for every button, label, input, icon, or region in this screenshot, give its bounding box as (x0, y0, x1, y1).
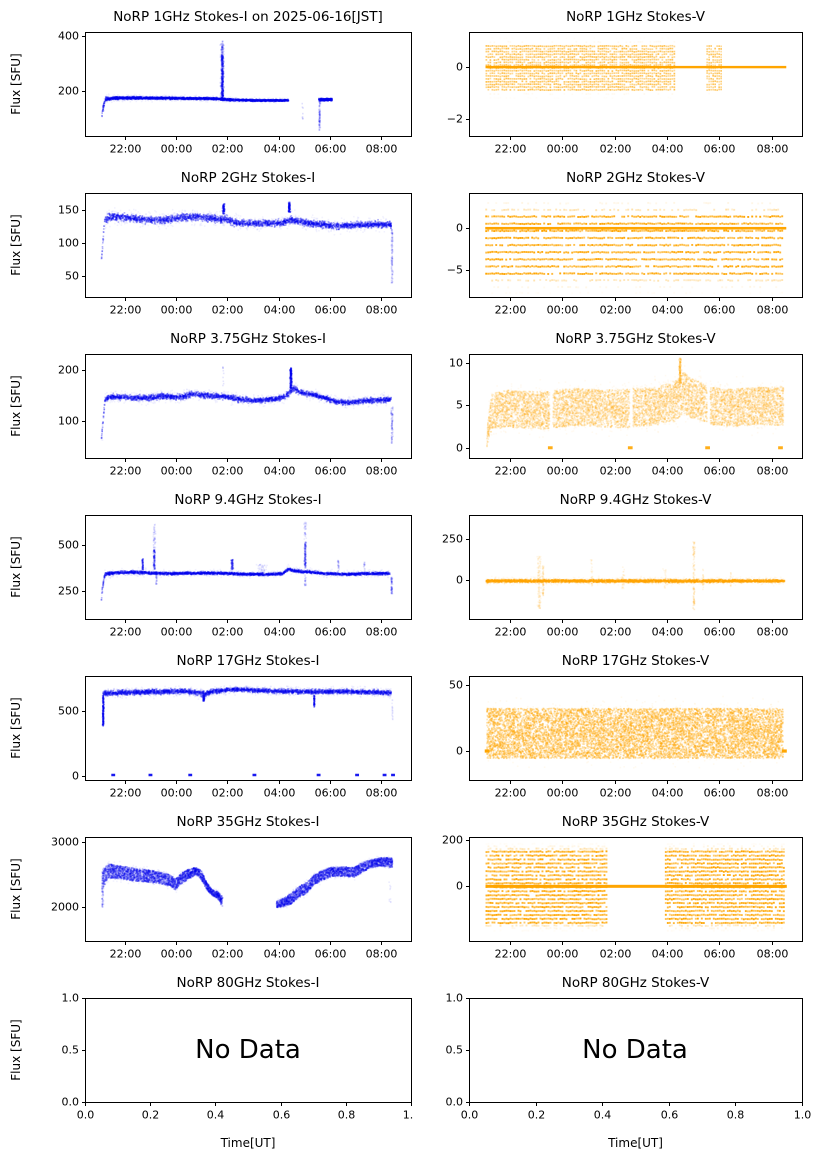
y-axis-label: Flux [SFU] (9, 214, 23, 276)
plot-title: NoRP 35GHz Stokes-I (176, 814, 320, 830)
plot-title: NoRP 35GHz Stokes-V (561, 814, 710, 830)
plot-title: NoRP 9.4GHz Stokes-I (174, 492, 322, 508)
plot-title: NoRP 1GHz Stokes-I on 2025-06-16[JST] (113, 9, 383, 25)
y-axis-label: Flux [SFU] (9, 375, 23, 437)
subplot-35ghz-stokes-i (0, 805, 413, 966)
plot-title: NoRP 80GHz Stokes-I (176, 975, 320, 991)
plot-title: NoRP 80GHz Stokes-V (561, 975, 710, 991)
plot-title: NoRP 3.75GHz Stokes-I (170, 331, 326, 347)
y-axis-label: Flux [SFU] (9, 536, 23, 598)
y-axis-label: Flux [SFU] (9, 858, 23, 920)
subplot-2ghz-stokes-v (413, 161, 827, 322)
x-axis-label: Time[UT] (220, 1136, 276, 1150)
subplot-35ghz-stokes-v (413, 805, 827, 966)
plot-title: NoRP 2GHz Stokes-V (566, 170, 705, 186)
subplot-17ghz-stokes-i (0, 644, 413, 805)
plot-title: NoRP 9.4GHz Stokes-V (559, 492, 712, 508)
subplot-3.75ghz-stokes-v (413, 322, 827, 483)
subplot-9.4ghz-stokes-i (0, 483, 413, 644)
plot-title: NoRP 17GHz Stokes-V (561, 653, 710, 669)
subplot-2ghz-stokes-i (0, 161, 413, 322)
subplot-80ghz-stokes-i (0, 966, 413, 1169)
subplot-9.4ghz-stokes-v (413, 483, 827, 644)
plot-title: NoRP 3.75GHz Stokes-V (555, 331, 716, 347)
subplot-3.75ghz-stokes-i (0, 322, 413, 483)
subplot-80ghz-stokes-v (413, 966, 827, 1169)
plot-title: NoRP 1GHz Stokes-V (566, 9, 705, 25)
no-data-label: No Data (582, 1035, 688, 1065)
subplot-1ghz-stokes-i (0, 0, 413, 161)
y-axis-label: Flux [SFU] (9, 1019, 23, 1081)
subplot-17ghz-stokes-v (413, 644, 827, 805)
y-axis-label: Flux [SFU] (9, 53, 23, 115)
x-axis-label: Time[UT] (608, 1136, 663, 1150)
plot-title: NoRP 2GHz Stokes-I (180, 170, 316, 186)
y-axis-label: Flux [SFU] (9, 697, 23, 759)
subplot-1ghz-stokes-v (413, 0, 827, 161)
no-data-label: No Data (195, 1035, 301, 1065)
plot-title: NoRP 17GHz Stokes-I (176, 653, 320, 669)
